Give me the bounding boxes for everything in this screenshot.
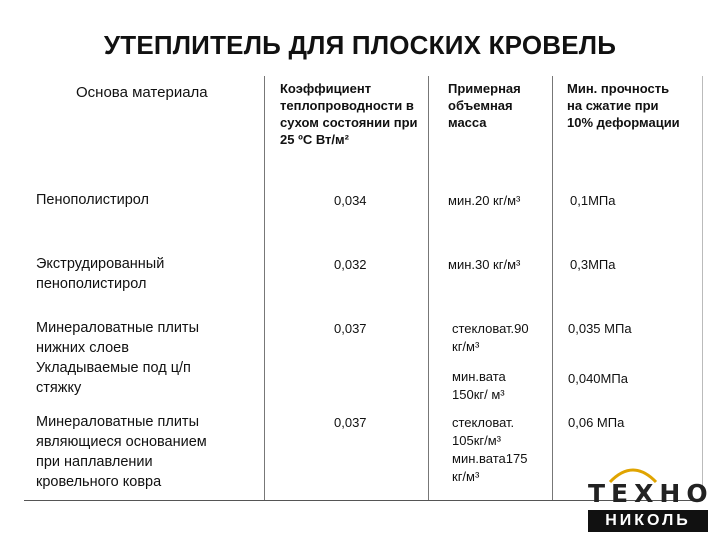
- logo-bottom-text: НИКОЛЬ: [588, 510, 708, 532]
- table-cell-conductivity: 0,037: [334, 415, 367, 430]
- logo-top-text: ТЕХНО: [588, 480, 716, 508]
- table-cell-conductivity: 0,037: [334, 321, 367, 336]
- tekhnonikol-logo: [588, 480, 716, 532]
- table-cell-strength: 0,06 МПа: [568, 415, 625, 430]
- table-cell-conductivity: 0,034: [334, 193, 367, 208]
- column-divider: [552, 76, 553, 500]
- column-divider: [264, 76, 265, 500]
- table-cell-conductivity: 0,032: [334, 257, 367, 272]
- table-cell-density: мин.20 кг/м³: [448, 193, 521, 208]
- table-cell-density: стекловат. 105кг/м³ мин.вата175 кг/м³: [452, 415, 528, 484]
- table-cell-density: мин.30 кг/м³: [448, 257, 521, 272]
- table-cell-strength: 0,3МПа: [570, 257, 616, 272]
- table-row-name: Экструдированный пенополистирол: [36, 256, 165, 292]
- header-material: Основа материала: [76, 84, 208, 101]
- table-row-name: Минераловатные плиты нижних слоев Укладываемые под ц/п стяжку: [36, 320, 199, 396]
- page-title: УТЕПЛИТЕЛЬ ДЛЯ ПЛОСКИХ КРОВЕЛЬ: [103, 30, 617, 60]
- table-cell-density: стекловат.90 кг/м³ мин.вата 150кг/ м³: [452, 321, 529, 402]
- header-conductivity: Коэффициент теплопроводности в сухом состоянии при 25 ºС Вт/м²: [280, 81, 418, 147]
- table-cell-strength: 0,1МПа: [570, 193, 616, 208]
- insulation-table: [24, 76, 703, 501]
- table-row-name: Минераловатные плиты являющиеся основанием при наплавлении кровельного ковра: [36, 414, 207, 490]
- column-divider: [428, 76, 429, 500]
- table-cell-strength: 0,035 МПа 0,040МПа: [568, 321, 632, 386]
- header-density: Примерная объемная масса: [448, 81, 521, 130]
- header-strength: Мин. прочность на сжатие при 10% деформации: [567, 81, 680, 130]
- table-row-name: Пенополистирол: [36, 192, 149, 208]
- logo-arc-icon: [608, 462, 658, 484]
